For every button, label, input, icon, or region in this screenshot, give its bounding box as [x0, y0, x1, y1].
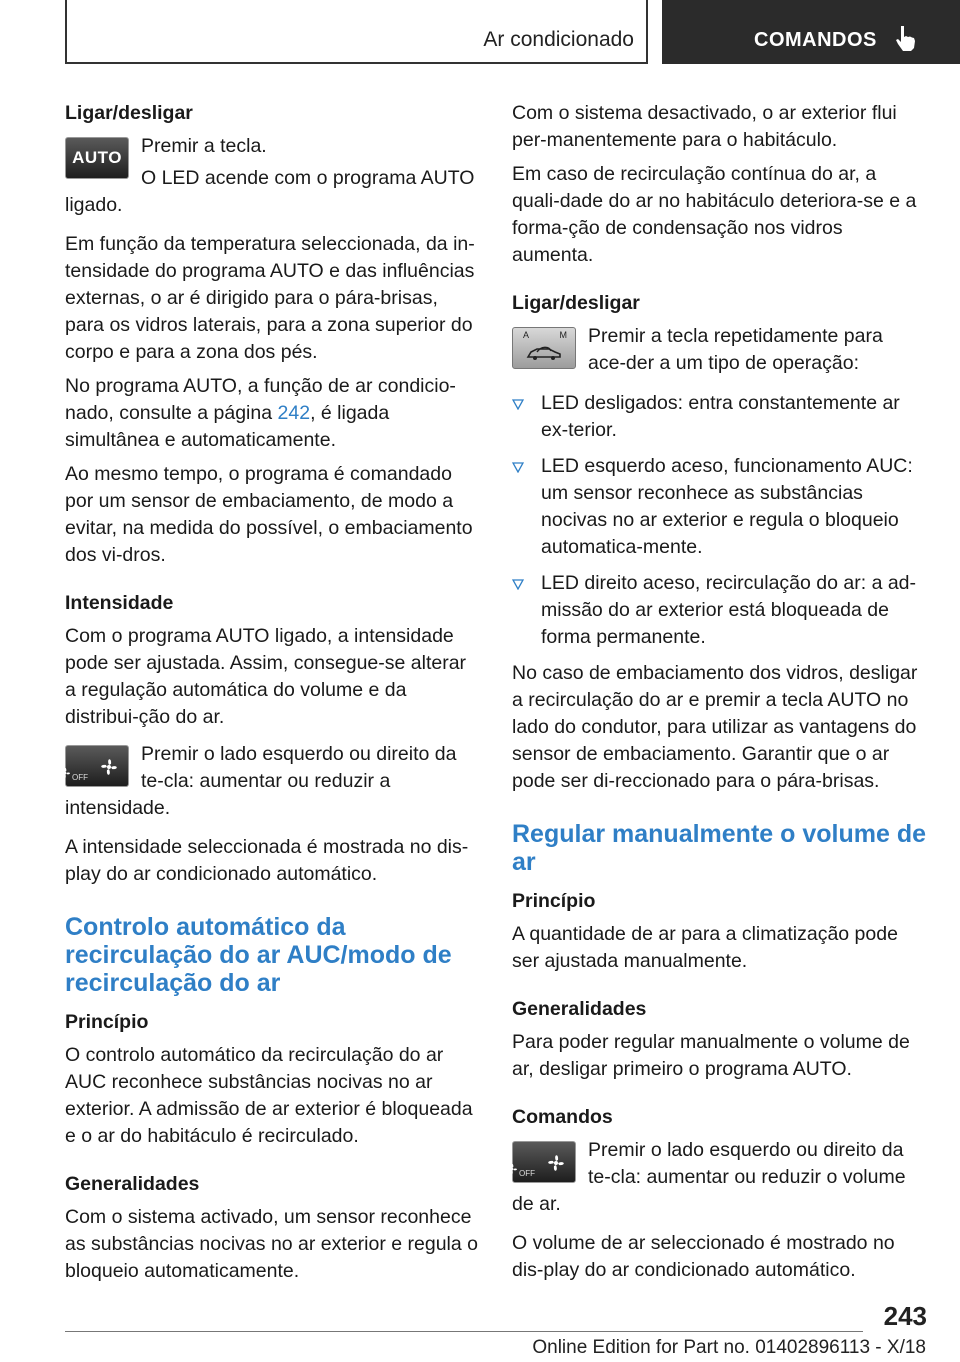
bullet-triangle-icon: [512, 578, 524, 590]
car-recirculation-icon: [525, 343, 563, 361]
fan-key-row-right: [512, 1137, 926, 1223]
right-column: [512, 100, 926, 1291]
heading-principle: Princípio: [65, 1011, 149, 1033]
paragraph-general-right: Para poder regular manualmente o volume de ar, desligar primeiro o programa AUTO.: [512, 1031, 910, 1080]
recirc-key-m: M: [559, 330, 567, 340]
auto-key-label: AUTO: [72, 148, 122, 167]
paragraph-principle: O controlo automático da recirculação do ar AUC reconhece substâncias nocivas no ar exterior. A admissão de ar exterior é bloqueada e o ar do habitáculo é recirculado.: [65, 1044, 473, 1147]
header-section-title: Ar condicionado: [483, 28, 634, 51]
left-column: [65, 100, 480, 1292]
paragraph-general: Com o sistema activado, um sensor reconhece as substâncias nocivas no ar exterior e regula o bloqueio automaticamente.: [65, 1206, 478, 1282]
page-link-242[interactable]: 242: [277, 402, 311, 424]
auto-button-icon: [65, 137, 129, 179]
paragraph-fogging: No caso de embaciamento dos vidros, desligar a recirculação do ar e premir a tecla AUTO no lado do condutor, para utilizar as vantagens do sensor de embaciamento. Garantir que o ar pode ser di-reccionado para o pára-brisas.: [512, 662, 918, 792]
recirculation-button-icon: [512, 327, 576, 369]
paragraph-temperature: Em função da temperatura seleccionada, da in-tensidade do programa AUTO e das influências externas, o ar é dirigido para o pára-brisas, para os vidros laterais, para a zona superior do corpo e para a zona dos pés.: [65, 233, 475, 363]
fan-instruction: Premir o lado esquerdo ou direito da te-cla: aumentar ou reduzir a intensidade.: [65, 743, 457, 819]
list-item: [512, 570, 926, 651]
list-item: [512, 453, 926, 561]
header-chapter-tab[interactable]: [662, 0, 960, 64]
auto-instruction: Premir a tecla.: [141, 135, 267, 157]
fan-instruction-right: Premir o lado esquerdo ou direito da te-cla: aumentar ou reduzir o volume de ar.: [512, 1139, 906, 1215]
recirc-key-row: [512, 323, 926, 382]
ac-text-before: No programa AUTO, a função de ar condicio-nado, consulte a página: [65, 375, 456, 424]
paragraph-intensity: Com o programa AUTO ligado, a intensidade pode ser ajustada. Assim, consegue-se alterar a regulação automática do volume e da distribui-ção do ar.: [65, 625, 467, 728]
list-item: [512, 390, 926, 444]
heading-general: Generalidades: [65, 1173, 200, 1195]
operation-mode-list: [512, 390, 926, 651]
bullet-triangle-icon: [512, 461, 524, 473]
bullet-triangle-icon: [512, 398, 524, 410]
auto-led-note: O LED acende com o programa AUTO ligado.: [65, 167, 475, 216]
header-chapter-title: COMANDOS: [754, 29, 877, 51]
heading-general-right: Generalidades: [512, 998, 647, 1020]
hand-pointer-icon: [894, 24, 918, 52]
fan-key-row: [65, 741, 480, 827]
bullet-text: LED direito aceso, recirculação do ar: a ad-missão do ar exterior está bloqueada de forma permanente.: [541, 572, 917, 648]
heading-intensity: Intensidade: [65, 592, 174, 614]
fan-icon: [98, 756, 120, 778]
heading-principle-right: Princípio: [512, 890, 596, 912]
footer-rule: [65, 1331, 863, 1332]
heading-on-off: Ligar/desligar: [65, 102, 193, 124]
auto-key-row: [65, 133, 480, 224]
heading-manual-volume: Regular manualmente o volume de ar: [512, 820, 926, 876]
fan-key-off-label: OFF: [519, 1169, 535, 1178]
recirc-key-a: A: [523, 330, 530, 340]
bullet-text: LED desligados: entra constantemente ar ex-terior.: [541, 392, 900, 441]
heading-on-off-right: Ligar/desligar: [512, 292, 640, 314]
heading-controls: Comandos: [512, 1106, 613, 1128]
fan-key-off-label: OFF: [72, 773, 88, 782]
recirc-instruction: Premir a tecla repetidamente para ace-der a um tipo de operação:: [588, 325, 883, 374]
heading-auc: Controlo automático da recirculação do ar AUC/modo de recirculação do ar: [65, 913, 452, 997]
paragraph-principle-right: A quantidade de ar para a climatização pode ser ajustada manualmente.: [512, 923, 898, 972]
fan-button-icon: [512, 1141, 576, 1183]
paragraph-system-off: Com o sistema desactivado, o ar exterior flui per-manentemente para o habitáculo.: [512, 102, 897, 151]
bullet-text: LED esquerdo aceso, funcionamento AUC: um sensor reconhece as substâncias nocivas no ar exterior e regula o bloqueio automatica-mente.: [541, 455, 913, 558]
paragraph-fog-sensor: Ao mesmo tempo, o programa é comandado por um sensor de embaciamento, de modo a evitar, na medida do possível, o embaciamento dos vi-dros.: [65, 463, 473, 566]
paragraph-display: A intensidade seleccionada é mostrada no dis-play do ar condicionado automático.: [65, 836, 469, 885]
footer-edition: Online Edition for Part no. 01402896113 - X/18: [532, 1337, 926, 1358]
ac-text-after: , é ligada simultânea e automaticamente.: [65, 402, 390, 451]
paragraph-ac-function: [65, 373, 480, 454]
page-number: 243: [883, 1301, 927, 1331]
paragraph-continuous: Em caso de recirculação contínua do ar, a quali-dade do ar no habitáculo deteriora-se e a forma-ção de condensação nos vidros aumenta.: [512, 163, 917, 266]
paragraph-display-right: O volume de ar seleccionado é mostrado no dis-play do ar condicionado automático.: [512, 1232, 895, 1281]
fan-button-icon: [65, 745, 129, 787]
fan-icon: [545, 1152, 567, 1174]
